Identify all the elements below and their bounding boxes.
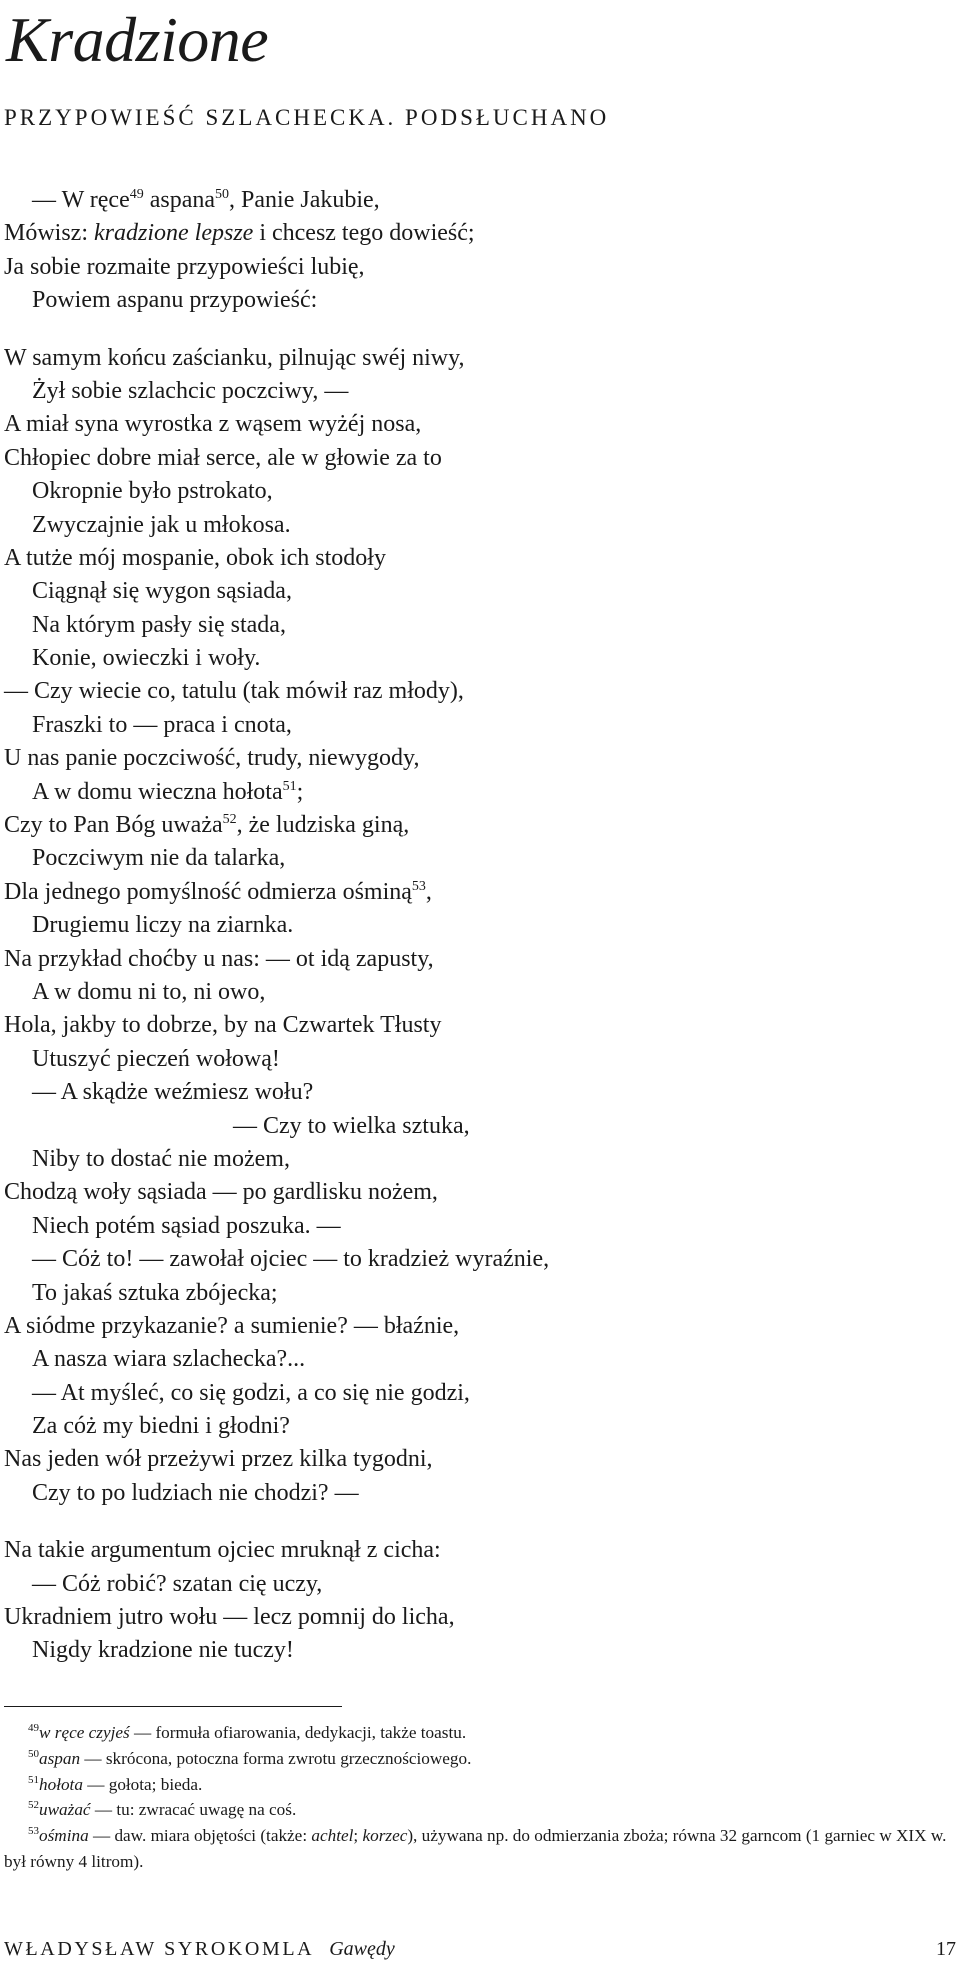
verse-line <box>4 776 954 809</box>
text-run: — daw. miara objętości (także: <box>88 1826 312 1846</box>
subtitle: PRZYPOWIEŚĆ SZLACHECKA. PODSŁUCHANO <box>4 105 610 130</box>
verse-line <box>4 1477 954 1510</box>
verse-line <box>4 1210 954 1243</box>
italic-text: kradzione lepsze <box>94 220 254 247</box>
verse-line <box>4 1310 954 1343</box>
text-run: ; <box>296 778 304 805</box>
verse-line <box>4 342 954 375</box>
italic-text: aspan <box>39 1748 81 1768</box>
text-run: — Cóż to! — zawołał ojciec — to kradzież wyraźnie, <box>32 1246 550 1273</box>
text-run: Fraszki to — praca i cnota, <box>32 711 292 738</box>
text-run: A tutże mój mospanie, obok ich stodoły <box>4 544 386 571</box>
text-run: Nas jeden wół przeżywi przez kilka tygodni, <box>4 1446 433 1473</box>
verse-line <box>4 1243 954 1276</box>
text-run: Chłopiec dobre miał serce, ale w głowie za to <box>4 444 442 471</box>
verse-line <box>4 251 954 284</box>
verse-line <box>4 1534 954 1567</box>
footnote <box>4 1746 954 1772</box>
text-run: Poczciwym nie da talarka, <box>32 845 286 872</box>
verse-line <box>4 1343 954 1376</box>
text-run: — A skądże weźmiesz wołu? <box>32 1079 314 1106</box>
page-title: Kradzione <box>6 4 269 75</box>
text-run: Ja sobie rozmaite przypowieści lubię, <box>4 253 365 280</box>
stanza <box>4 1534 954 1668</box>
footnote-number: 50 <box>28 1747 39 1760</box>
text-run: Powiem aspanu przypowieść: <box>32 287 318 314</box>
verse-line <box>4 609 954 642</box>
footnote-reference: 50 <box>215 187 230 202</box>
verse-line <box>4 1601 954 1634</box>
verse-line <box>4 217 954 250</box>
footnote-number: 51 <box>28 1773 39 1786</box>
text-run: Niby to dostać nie możem, <box>32 1145 290 1172</box>
text-run: i chcesz tego dowieść; <box>253 220 475 247</box>
verse-line <box>4 442 954 475</box>
verse-line <box>4 1277 954 1310</box>
footnote-reference: 51 <box>282 778 297 794</box>
text-run: Okropnie było pstrokato, <box>32 478 273 505</box>
verse-line <box>4 1143 954 1176</box>
text-run: ), używana np. do odmierzania zboża; równa 32 garncom (1 garniec w XIX w. był równy 4 litrom). <box>4 1826 947 1871</box>
text-run: Mówisz: <box>4 220 94 247</box>
footnotes <box>4 1720 954 1875</box>
text-run: W samym końcu zaścianku, pilnując swéj niwy, <box>4 344 465 371</box>
footnote-reference: 53 <box>411 878 426 894</box>
text-run: A w domu ni to, ni owo, <box>32 978 266 1005</box>
verse-line <box>4 642 954 675</box>
stanza <box>4 184 954 318</box>
text-run: Żył sobie szlachcic poczciwy, — <box>32 377 349 404</box>
verse-line <box>4 675 954 708</box>
verse-line <box>4 1568 954 1601</box>
verse-line <box>4 1634 954 1667</box>
text-run: aspana <box>143 187 216 213</box>
verse-line <box>4 509 954 542</box>
footnote-reference: 52 <box>222 812 237 828</box>
verse-line <box>4 1009 954 1042</box>
text-run: Za cóż my biedni i głodni? <box>32 1413 290 1440</box>
verse-line <box>4 184 954 217</box>
verse-line <box>4 876 954 909</box>
page-number: 17 <box>936 1938 956 1960</box>
footnote <box>4 1823 954 1875</box>
verse-line <box>4 909 954 942</box>
text-run: — tu: zwracać uwagę na coś. <box>90 1800 297 1820</box>
footnote <box>4 1772 954 1798</box>
text-run: — formuła ofiarowania, dedykacji, także toastu. <box>129 1723 467 1742</box>
footer-book-title: Gawędy <box>329 1938 395 1960</box>
verse-line <box>4 1410 954 1443</box>
italic-text: korzec <box>362 1826 408 1846</box>
verse-line <box>4 1110 954 1143</box>
text-run: Drugiemu liczy na ziarnka. <box>32 912 294 939</box>
text-run: A nasza wiara szlachecka?... <box>32 1346 306 1373</box>
verse-line <box>4 809 954 842</box>
text-run: Konie, owieczki i woły. <box>32 645 261 672</box>
verse-line <box>4 408 954 441</box>
italic-text: ośmina <box>39 1826 89 1846</box>
text-run: , Panie Jakubie, <box>229 187 380 213</box>
text-run: Ukradniem jutro wołu — lecz pomnij do licha, <box>4 1604 455 1631</box>
italic-text: hołota <box>39 1774 83 1794</box>
text-run: ; <box>353 1826 363 1846</box>
text-run: — skrócona, potoczna forma zwrotu grzecznościowego. <box>80 1748 472 1768</box>
verse-line <box>4 1043 954 1076</box>
text-run: Utuszyć pieczeń wołową! <box>32 1045 280 1072</box>
text-run: , <box>425 878 432 905</box>
footnote <box>4 1797 954 1823</box>
footnote-reference: 49 <box>129 187 144 202</box>
stanza <box>4 342 954 1511</box>
text-run: , że ludziska giną, <box>236 812 410 839</box>
text-run: Na przykład choćby u nas: — ot idą zapusty, <box>4 945 434 972</box>
page-footer <box>4 1935 956 1963</box>
verse-line <box>4 575 954 608</box>
text-run: — gołota; bieda. <box>82 1774 203 1794</box>
footer-author: WŁADYSŁAW SYROKOMLA <box>4 1938 315 1960</box>
text-run: Niech potém sąsiad poszuka. — <box>32 1212 341 1239</box>
verse-line <box>4 1377 954 1410</box>
text-run: Chodzą woły sąsiada — po gardlisku nożem, <box>4 1179 438 1206</box>
poem-body <box>4 184 954 1668</box>
text-run: — Czy to wielka sztuka, <box>233 1112 470 1139</box>
text-run: U nas panie poczciwość, trudy, niewygody, <box>4 745 420 772</box>
verse-line <box>4 943 954 976</box>
footnote-number: 53 <box>28 1825 39 1838</box>
verse-line <box>4 1076 954 1109</box>
text-run: A siódme przykazanie? a sumienie? — błaźnie, <box>4 1312 460 1339</box>
verse-line <box>4 709 954 742</box>
footnote-divider <box>4 1706 342 1707</box>
text-run: — W ręce <box>32 187 130 213</box>
italic-text: uważać <box>39 1800 91 1820</box>
text-run: Dla jednego pomyślność odmierza ośminą <box>4 878 412 905</box>
italic-text: achtel <box>311 1826 354 1846</box>
verse-line <box>4 1176 954 1209</box>
footnote <box>4 1720 954 1746</box>
verse-line <box>4 976 954 1009</box>
text-run: Ciągnął się wygon sąsiada, <box>32 578 292 605</box>
text-run: — Czy wiecie co, tatulu (tak mówił raz młody), <box>4 678 464 705</box>
footnote-number: 49 <box>28 1722 39 1734</box>
verse-line <box>4 542 954 575</box>
verse-line <box>4 475 954 508</box>
verse-line <box>4 742 954 775</box>
verse-line <box>4 375 954 408</box>
text-run: Zwyczajnie jak u młokosa. <box>32 511 291 538</box>
text-run: Czy to po ludziach nie chodzi? — <box>32 1479 359 1506</box>
text-run: — At myśleć, co się godzi, a co się nie godzi, <box>32 1379 470 1406</box>
text-run: Na takie argumentum ojciec mruknął z cicha: <box>4 1537 441 1564</box>
text-run: Czy to Pan Bóg uważa <box>4 812 223 839</box>
text-run: Hola, jakby to dobrze, by na Czwartek Tłusty <box>4 1012 442 1039</box>
text-run: Nigdy kradzione nie tuczy! <box>32 1637 294 1664</box>
italic-text: w ręce czyjeś <box>39 1723 130 1742</box>
verse-line <box>4 842 954 875</box>
text-run: To jakaś sztuka zbójecka; <box>32 1279 278 1306</box>
verse-line <box>4 284 954 317</box>
text-run: A miał syna wyrostka z wąsem wyżéj nosa, <box>4 411 422 438</box>
text-run: A w domu wieczna hołota <box>32 778 283 805</box>
text-run: — Cóż robić? szatan cię uczy, <box>32 1570 323 1597</box>
footnote-number: 52 <box>28 1799 39 1812</box>
text-run: Na którym pasły się stada, <box>32 611 286 638</box>
verse-line <box>4 1443 954 1476</box>
